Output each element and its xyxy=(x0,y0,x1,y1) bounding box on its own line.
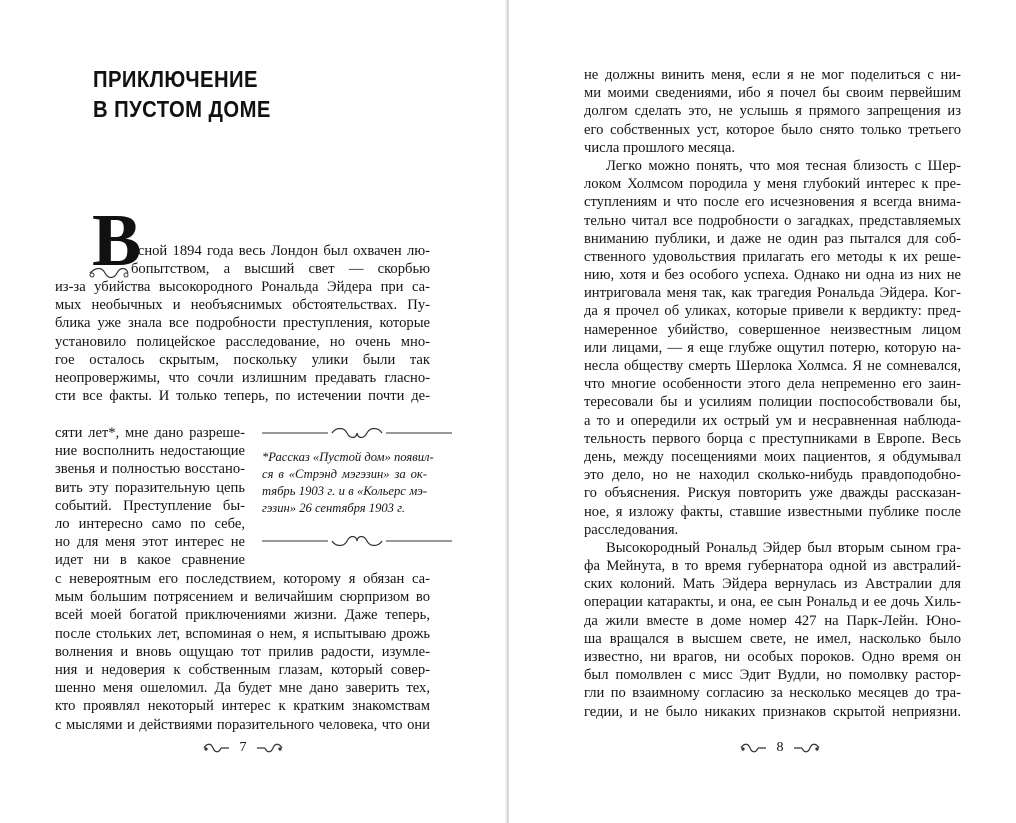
text-line: да жили вместе в доме номер 427 на Парк-Лейн. Юно- xyxy=(584,612,961,629)
footnote-divider-bottom-icon xyxy=(262,535,452,547)
text-line: намеренное убийство, совершенное неизвестным лицом xyxy=(584,321,961,338)
text-line: гедии, и не было никаких признаков скрытой неприязни. xyxy=(584,703,961,720)
footnote-divider-top-icon xyxy=(262,427,452,439)
text-line: долгом сделать это, не услышь я прямого запрещения из xyxy=(584,103,961,120)
right-page xyxy=(509,0,1016,823)
left-page xyxy=(0,0,507,823)
text-line: с мыслями и действиями поразительного человека, что они xyxy=(55,716,430,733)
text-line: тересовали бы и усилиям полиции поспособствовали бы, xyxy=(584,394,961,411)
text-line: да я прочел об уликах, которые привели к вердикту: пред- xyxy=(584,303,961,320)
text-line: фа Мейнута, в то время губернатора одной из австралий- xyxy=(584,558,961,575)
text-line: Высокородный Рональд Эйдер был вторым сыном гра- xyxy=(606,539,961,556)
text-line: его собственных уст, которое было снято только третьего xyxy=(584,121,961,138)
text-line: шенно меня ошеломил. Да будет мне дано заверить тех, xyxy=(55,680,430,697)
text-line: блика уже знала все подробности преступления, которые xyxy=(55,315,430,332)
text-line: сти все факты. И только теперь, по истечении почти де- xyxy=(55,388,430,405)
text-line: интриговала меня так, как трагедия Рональда Эйдера. Ког- xyxy=(584,285,961,302)
text-line: несла обществу смерть Шерлока Холмса. Я не сомневался, xyxy=(584,358,961,374)
text-line: идет ни в какое сравнение xyxy=(55,552,245,569)
text-line: ственного удовольствия прилагать его методы к их реше- xyxy=(584,248,961,265)
text-line: *Рассказ «Пустой дом» появил- xyxy=(262,450,434,464)
text-line: после стольких лет, вспоминая о нем, я испытываю дрожь xyxy=(55,625,430,642)
text-line: не должны винить меня, если я не мог поделиться с ни- xyxy=(584,67,961,83)
text-line: это дело, но не находил сколько-нибудь правдоподобно- xyxy=(584,467,961,484)
text-line: гли по взаимному согласию за несколько месяцев до тра- xyxy=(584,685,961,702)
chapter-title-line: В ПУСТОМ ДОМЕ xyxy=(93,96,271,122)
text-line: ских колоний. Мать Эйдера вернулась из Австралии для xyxy=(584,576,961,593)
page-number-value: 8 xyxy=(776,740,784,755)
text-line: волнения и вновь ощущаю тот прилив радости, изумле- xyxy=(55,643,430,660)
text-line: ступлениям и что после его исчезновения я всегда внима- xyxy=(584,194,961,211)
text-line: ное, я изложу факты, ставшие известными публике после xyxy=(584,503,961,520)
text-line: ние восполнить недостающие xyxy=(55,443,245,460)
text-line: ша вращался в высшем свете, не имел, насколько было xyxy=(584,630,961,647)
text-line: Легко можно понять, что моя тесная близость с Шер- xyxy=(606,157,961,174)
text-line: тельность первого борца с преступниками в Европе. Весь xyxy=(584,430,961,447)
drop-cap: В xyxy=(92,200,142,282)
text-line: ми моими сведениями, ибо я почел бы своим первейшим xyxy=(584,85,961,102)
text-line: известно, ни врагов, ни особых пороков. Одно время он xyxy=(584,649,961,665)
text-line: числа прошлого месяца. xyxy=(584,139,736,156)
folio-ornament-icon xyxy=(793,742,821,754)
text-line: установило полицейское расследование, но очень мно- xyxy=(55,333,430,350)
text-line: сяти лет*, мне дано разреше- xyxy=(55,425,245,441)
text-line: всей моей богатой приключениями жизни. Даже теперь, xyxy=(55,607,430,624)
text-line: нию, хотя и без особого успеха. Однако ни одна из них не xyxy=(584,267,961,284)
text-line: звенья и полностью восстано- xyxy=(55,461,245,478)
text-line: вниманию публики, и даже не один раз пытался для соб- xyxy=(584,230,961,247)
text-line: гое осталось скрытым, поскольку улики были так xyxy=(55,351,430,368)
text-line: ся в «Стрэнд мэгэзин» за ок- xyxy=(262,467,427,481)
footnote-box xyxy=(262,427,452,555)
text-line: с невероятным его последствием, которому я обязан са- xyxy=(55,571,430,587)
folio-ornament-icon xyxy=(256,742,284,754)
text-line: го объяснения. Рискуя повторить уже дважды рассказан- xyxy=(584,485,961,502)
text-line: мым большим потрясением и величайшим сюрпризом во xyxy=(55,589,430,606)
text-line: гэзин» 26 сентября 1903 г. xyxy=(262,501,406,515)
opening-paragraph-middle xyxy=(55,278,430,405)
text-line: что многие особенности этого дела непременно его заин- xyxy=(584,376,961,393)
opening-paragraph-end xyxy=(55,570,430,734)
text-line: расследования. xyxy=(584,521,679,538)
text-line: есной 1894 года весь Лондон был охвачен лю- xyxy=(131,243,430,259)
right-page-text xyxy=(584,66,961,721)
text-line: но для меня этот интерес не xyxy=(55,534,245,551)
opening-paragraph-narrow xyxy=(55,424,245,570)
footnote-text xyxy=(262,449,434,517)
folio-ornament-icon xyxy=(739,742,767,754)
opening-paragraph-start xyxy=(93,242,430,278)
page-number-right xyxy=(735,740,825,760)
text-line: бопытством, а высший свет — скорбью xyxy=(131,261,430,278)
text-line: ло интересно само по себе, xyxy=(55,515,245,532)
text-line: кто проявлял некоторый интерес к кратким знакомствам xyxy=(55,698,430,715)
text-line: день, между посещениями моих пациентов, я обдумывал xyxy=(584,448,961,465)
text-line: тельно читал все подробности о загадках, представляемых xyxy=(584,212,961,229)
text-line: событий. Преступление бы- xyxy=(55,497,245,514)
text-line: локом Холмсом породила у меня глубокий интерес к пре- xyxy=(584,176,961,193)
text-line: был помолвлен с мисс Эдит Вудли, но помолвку растор- xyxy=(584,667,961,684)
chapter-title xyxy=(93,64,322,124)
text-line: ния и недоверия к собственным глазам, который совер- xyxy=(55,661,430,678)
text-line: тябрь 1903 г. и в «Кольерс мэ- xyxy=(262,484,427,498)
page-number-value: 7 xyxy=(239,740,247,755)
text-line: а то и опередили их острый ум и несравненная наблюда- xyxy=(584,412,961,429)
text-line: или лицами, — я еще глубже ощутил потерю, которую на- xyxy=(584,339,961,356)
text-line: мых необычных и необъяснимых обстоятельствах. Пу- xyxy=(55,297,430,314)
page-number-left xyxy=(198,740,288,760)
text-line: из-за убийства высокородного Рональда Эйдера при са- xyxy=(55,279,430,295)
text-line: вить эту поразительную цепь xyxy=(55,479,245,496)
folio-ornament-icon xyxy=(202,742,230,754)
text-line: неопровержимы, что сочли излишним предавать гласно- xyxy=(55,369,430,386)
text-line: операции катаракты, и она, ее сын Рональд и ее дочь Хиль- xyxy=(584,594,961,611)
chapter-title-line: ПРИКЛЮЧЕНИЕ xyxy=(93,66,258,92)
